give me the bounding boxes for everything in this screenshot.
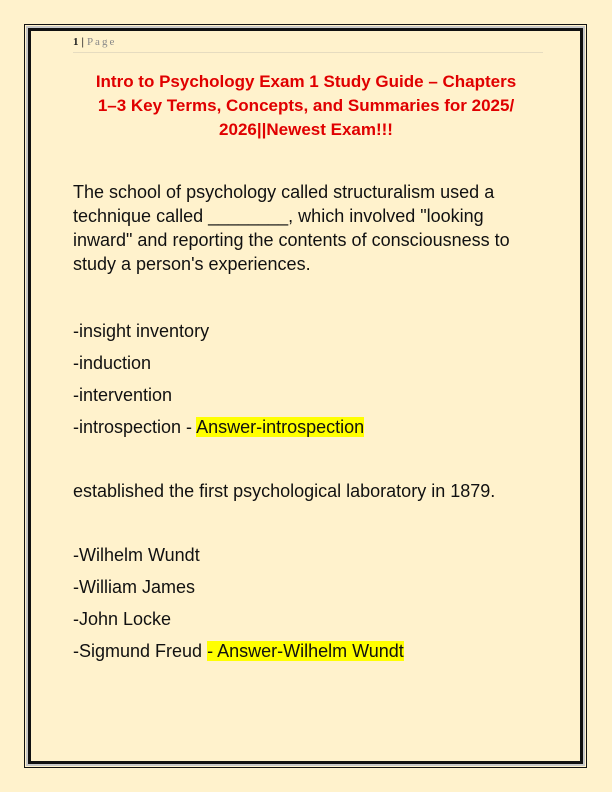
answer-highlight: - Answer-Wilhelm Wundt xyxy=(207,641,404,661)
option: -Sigmund Freud xyxy=(73,641,208,661)
answer-highlight: Answer-introspection xyxy=(196,417,365,437)
option-with-answer xyxy=(73,639,404,663)
page-label: Page xyxy=(86,36,117,48)
question-line: The school of psychology called structuralism used a xyxy=(73,182,495,202)
question-line: inward" and reporting the contents of consciousness to xyxy=(73,230,510,250)
question-line: established the first psychological laboratory in 1879. xyxy=(73,481,496,501)
option: -induction xyxy=(73,353,152,373)
title-line: 1–3 Key Terms, Concepts, and Summaries for 2025/ xyxy=(97,96,515,115)
option: -Wilhelm Wundt xyxy=(73,545,200,565)
option: -John Locke xyxy=(73,609,172,629)
question-line: technique called ________, which involved "looking xyxy=(73,206,484,226)
document-title xyxy=(60,70,552,142)
option: -intervention xyxy=(73,385,173,405)
title-line: Intro to Psychology Exam 1 Study Guide – Chapters xyxy=(95,72,517,91)
title-line: 2026||Newest Exam!!! xyxy=(219,120,393,139)
option-with-answer xyxy=(73,415,364,439)
page-header xyxy=(73,36,543,53)
page-number: 1 xyxy=(73,36,79,48)
option: -introspection - xyxy=(73,417,197,437)
option: -William James xyxy=(73,577,196,597)
header-separator: | xyxy=(81,36,84,48)
question-1-text xyxy=(73,180,510,276)
option: -insight inventory xyxy=(73,321,210,341)
question-line: study a person's experiences. xyxy=(73,254,311,274)
question-2-text xyxy=(73,479,495,503)
